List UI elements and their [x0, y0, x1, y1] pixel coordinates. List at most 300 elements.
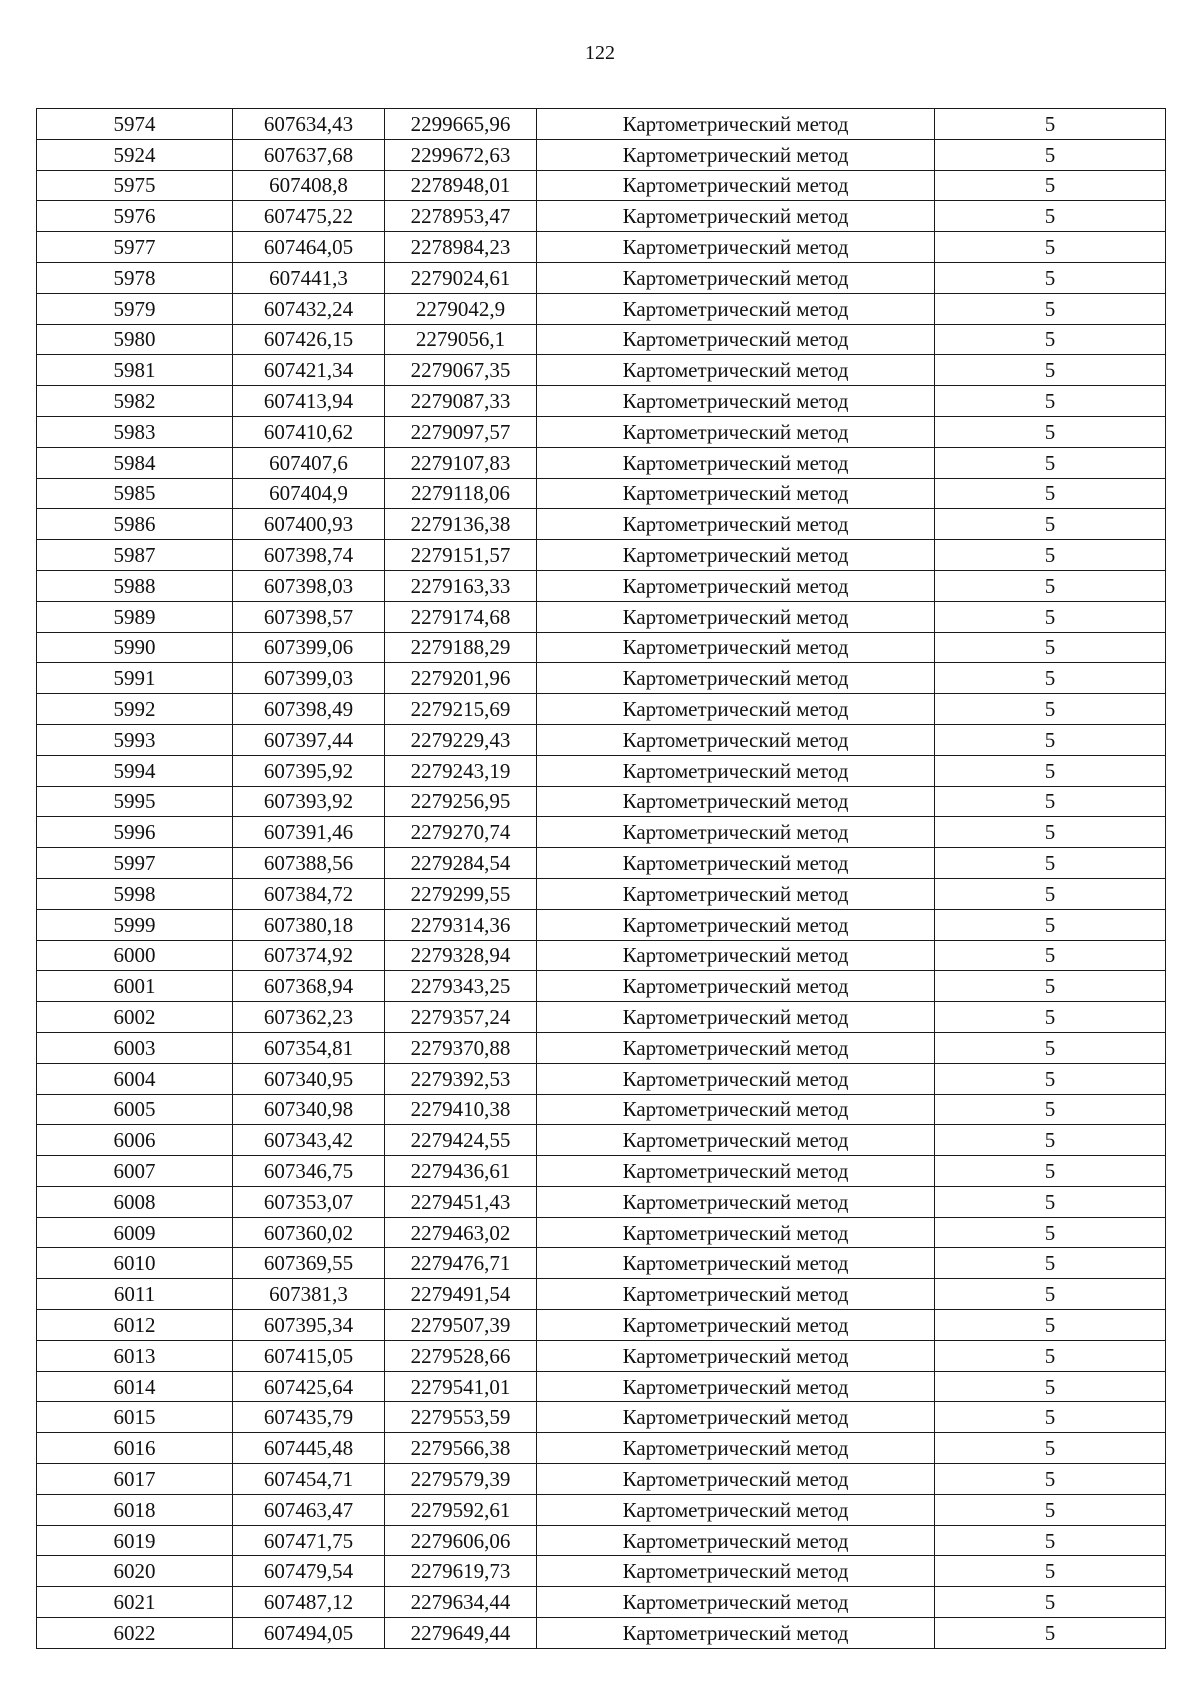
accuracy-cell: 5 [935, 1525, 1166, 1556]
accuracy-cell: 5 [935, 1125, 1166, 1156]
table-row [37, 878, 1166, 909]
point-number-cell: 6000 [37, 940, 233, 971]
accuracy-cell: 5 [935, 324, 1166, 355]
accuracy-cell: 5 [935, 1002, 1166, 1033]
accuracy-cell: 5 [935, 755, 1166, 786]
point-number-cell: 6008 [37, 1186, 233, 1217]
x-coordinate-cell: 607398,57 [233, 601, 385, 632]
method-cell: Картометрический метод [537, 694, 935, 725]
x-coordinate-cell: 607404,9 [233, 478, 385, 509]
method-cell: Картометрический метод [537, 201, 935, 232]
accuracy-cell: 5 [935, 1032, 1166, 1063]
x-coordinate-cell: 607360,02 [233, 1217, 385, 1248]
y-coordinate-cell: 2279042,9 [385, 293, 537, 324]
method-cell: Картометрический метод [537, 786, 935, 817]
point-number-cell: 6011 [37, 1279, 233, 1310]
y-coordinate-cell: 2279201,96 [385, 663, 537, 694]
accuracy-cell: 5 [935, 355, 1166, 386]
point-number-cell: 5980 [37, 324, 233, 355]
point-number-cell: 5987 [37, 540, 233, 571]
point-number-cell: 6012 [37, 1310, 233, 1341]
point-number-cell: 5999 [37, 909, 233, 940]
x-coordinate-cell: 607637,68 [233, 139, 385, 170]
accuracy-cell: 5 [935, 262, 1166, 293]
method-cell: Картометрический метод [537, 1464, 935, 1495]
x-coordinate-cell: 607393,92 [233, 786, 385, 817]
method-cell: Картометрический метод [537, 632, 935, 663]
point-number-cell: 6021 [37, 1587, 233, 1618]
method-cell: Картометрический метод [537, 1156, 935, 1187]
method-cell: Картометрический метод [537, 1217, 935, 1248]
y-coordinate-cell: 2279392,53 [385, 1063, 537, 1094]
method-cell: Картометрический метод [537, 1248, 935, 1279]
table-row [37, 232, 1166, 263]
point-number-cell: 6006 [37, 1125, 233, 1156]
table-row [37, 1587, 1166, 1618]
accuracy-cell: 5 [935, 1310, 1166, 1341]
point-number-cell: 5998 [37, 878, 233, 909]
coordinates-table [36, 108, 1166, 1649]
accuracy-cell: 5 [935, 1094, 1166, 1125]
table-row [37, 478, 1166, 509]
y-coordinate-cell: 2278984,23 [385, 232, 537, 263]
point-number-cell: 5983 [37, 416, 233, 447]
point-number-cell: 5979 [37, 293, 233, 324]
y-coordinate-cell: 2279579,39 [385, 1464, 537, 1495]
point-number-cell: 5976 [37, 201, 233, 232]
method-cell: Картометрический метод [537, 170, 935, 201]
method-cell: Картометрический метод [537, 1186, 935, 1217]
table-row [37, 170, 1166, 201]
table-row [37, 1340, 1166, 1371]
method-cell: Картометрический метод [537, 509, 935, 540]
point-number-cell: 6010 [37, 1248, 233, 1279]
x-coordinate-cell: 607343,42 [233, 1125, 385, 1156]
page-number: 122 [585, 42, 615, 64]
coordinates-table-body [37, 109, 1166, 1649]
x-coordinate-cell: 607384,72 [233, 878, 385, 909]
y-coordinate-cell: 2279256,95 [385, 786, 537, 817]
table-row [37, 940, 1166, 971]
accuracy-cell: 5 [935, 1186, 1166, 1217]
point-number-cell: 6004 [37, 1063, 233, 1094]
point-number-cell: 6003 [37, 1032, 233, 1063]
table-row [37, 570, 1166, 601]
table-row [37, 1279, 1166, 1310]
method-cell: Картометрический метод [537, 447, 935, 478]
accuracy-cell: 5 [935, 1618, 1166, 1649]
table-row [37, 1525, 1166, 1556]
method-cell: Картометрический метод [537, 663, 935, 694]
x-coordinate-cell: 607340,95 [233, 1063, 385, 1094]
y-coordinate-cell: 2279370,88 [385, 1032, 537, 1063]
y-coordinate-cell: 2279424,55 [385, 1125, 537, 1156]
table-row [37, 447, 1166, 478]
point-number-cell: 6005 [37, 1094, 233, 1125]
x-coordinate-cell: 607381,3 [233, 1279, 385, 1310]
x-coordinate-cell: 607397,44 [233, 724, 385, 755]
point-number-cell: 5997 [37, 848, 233, 879]
accuracy-cell: 5 [935, 170, 1166, 201]
y-coordinate-cell: 2299665,96 [385, 109, 537, 140]
table-row [37, 1433, 1166, 1464]
y-coordinate-cell: 2279343,25 [385, 971, 537, 1002]
table-row [37, 201, 1166, 232]
y-coordinate-cell: 2279451,43 [385, 1186, 537, 1217]
accuracy-cell: 5 [935, 509, 1166, 540]
method-cell: Картометрический метод [537, 601, 935, 632]
accuracy-cell: 5 [935, 201, 1166, 232]
accuracy-cell: 5 [935, 232, 1166, 263]
method-cell: Картометрический метод [537, 109, 935, 140]
point-number-cell: 6009 [37, 1217, 233, 1248]
x-coordinate-cell: 607426,15 [233, 324, 385, 355]
y-coordinate-cell: 2279541,01 [385, 1371, 537, 1402]
x-coordinate-cell: 607388,56 [233, 848, 385, 879]
accuracy-cell: 5 [935, 293, 1166, 324]
x-coordinate-cell: 607407,6 [233, 447, 385, 478]
accuracy-cell: 5 [935, 1217, 1166, 1248]
x-coordinate-cell: 607398,74 [233, 540, 385, 571]
accuracy-cell: 5 [935, 971, 1166, 1002]
table-row [37, 848, 1166, 879]
accuracy-cell: 5 [935, 386, 1166, 417]
method-cell: Картометрический метод [537, 1279, 935, 1310]
y-coordinate-cell: 2279491,54 [385, 1279, 537, 1310]
method-cell: Картометрический метод [537, 1494, 935, 1525]
method-cell: Картометрический метод [537, 540, 935, 571]
x-coordinate-cell: 607432,24 [233, 293, 385, 324]
accuracy-cell: 5 [935, 1556, 1166, 1587]
x-coordinate-cell: 607380,18 [233, 909, 385, 940]
x-coordinate-cell: 607445,48 [233, 1433, 385, 1464]
y-coordinate-cell: 2279229,43 [385, 724, 537, 755]
method-cell: Картометрический метод [537, 940, 935, 971]
point-number-cell: 5989 [37, 601, 233, 632]
method-cell: Картометрический метод [537, 1618, 935, 1649]
x-coordinate-cell: 607395,92 [233, 755, 385, 786]
y-coordinate-cell: 2279463,02 [385, 1217, 537, 1248]
x-coordinate-cell: 607353,07 [233, 1186, 385, 1217]
method-cell: Картометрический метод [537, 817, 935, 848]
x-coordinate-cell: 607471,75 [233, 1525, 385, 1556]
x-coordinate-cell: 607362,23 [233, 1002, 385, 1033]
x-coordinate-cell: 607400,93 [233, 509, 385, 540]
point-number-cell: 5995 [37, 786, 233, 817]
point-number-cell: 5994 [37, 755, 233, 786]
point-number-cell: 6002 [37, 1002, 233, 1033]
x-coordinate-cell: 607475,22 [233, 201, 385, 232]
table-row [37, 632, 1166, 663]
table-row [37, 1002, 1166, 1033]
accuracy-cell: 5 [935, 817, 1166, 848]
point-number-cell: 5982 [37, 386, 233, 417]
point-number-cell: 5992 [37, 694, 233, 725]
method-cell: Картометрический метод [537, 478, 935, 509]
accuracy-cell: 5 [935, 1587, 1166, 1618]
accuracy-cell: 5 [935, 848, 1166, 879]
accuracy-cell: 5 [935, 139, 1166, 170]
y-coordinate-cell: 2278953,47 [385, 201, 537, 232]
accuracy-cell: 5 [935, 1340, 1166, 1371]
accuracy-cell: 5 [935, 1279, 1166, 1310]
x-coordinate-cell: 607479,54 [233, 1556, 385, 1587]
method-cell: Картометрический метод [537, 293, 935, 324]
method-cell: Картометрический метод [537, 755, 935, 786]
table-row [37, 293, 1166, 324]
point-number-cell: 5977 [37, 232, 233, 263]
y-coordinate-cell: 2279528,66 [385, 1340, 537, 1371]
table-row [37, 1125, 1166, 1156]
x-coordinate-cell: 607410,62 [233, 416, 385, 447]
method-cell: Картометрический метод [537, 355, 935, 386]
point-number-cell: 5974 [37, 109, 233, 140]
table-row [37, 601, 1166, 632]
point-number-cell: 6020 [37, 1556, 233, 1587]
y-coordinate-cell: 2279619,73 [385, 1556, 537, 1587]
y-coordinate-cell: 2279107,83 [385, 447, 537, 478]
x-coordinate-cell: 607354,81 [233, 1032, 385, 1063]
y-coordinate-cell: 2279634,44 [385, 1587, 537, 1618]
table-row [37, 1248, 1166, 1279]
accuracy-cell: 5 [935, 878, 1166, 909]
method-cell: Картометрический метод [537, 1371, 935, 1402]
x-coordinate-cell: 607487,12 [233, 1587, 385, 1618]
x-coordinate-cell: 607369,55 [233, 1248, 385, 1279]
y-coordinate-cell: 2279649,44 [385, 1618, 537, 1649]
y-coordinate-cell: 2279087,33 [385, 386, 537, 417]
method-cell: Картометрический метод [537, 971, 935, 1002]
method-cell: Картометрический метод [537, 416, 935, 447]
x-coordinate-cell: 607391,46 [233, 817, 385, 848]
point-number-cell: 6018 [37, 1494, 233, 1525]
method-cell: Картометрический метод [537, 1002, 935, 1033]
x-coordinate-cell: 607441,3 [233, 262, 385, 293]
method-cell: Картометрический метод [537, 1340, 935, 1371]
method-cell: Картометрический метод [537, 139, 935, 170]
x-coordinate-cell: 607395,34 [233, 1310, 385, 1341]
y-coordinate-cell: 2279328,94 [385, 940, 537, 971]
table-row [37, 1186, 1166, 1217]
point-number-cell: 5988 [37, 570, 233, 601]
accuracy-cell: 5 [935, 447, 1166, 478]
table-row [37, 909, 1166, 940]
x-coordinate-cell: 607463,47 [233, 1494, 385, 1525]
y-coordinate-cell: 2279174,68 [385, 601, 537, 632]
accuracy-cell: 5 [935, 416, 1166, 447]
y-coordinate-cell: 2279270,74 [385, 817, 537, 848]
table-row [37, 1402, 1166, 1433]
method-cell: Картометрический метод [537, 878, 935, 909]
method-cell: Картометрический метод [537, 570, 935, 601]
point-number-cell: 5981 [37, 355, 233, 386]
table-row [37, 817, 1166, 848]
x-coordinate-cell: 607425,64 [233, 1371, 385, 1402]
point-number-cell: 6001 [37, 971, 233, 1002]
method-cell: Картометрический метод [537, 1556, 935, 1587]
y-coordinate-cell: 2279188,29 [385, 632, 537, 663]
method-cell: Картометрический метод [537, 1525, 935, 1556]
y-coordinate-cell: 2279553,59 [385, 1402, 537, 1433]
method-cell: Картометрический метод [537, 909, 935, 940]
table-row [37, 355, 1166, 386]
table-row [37, 1063, 1166, 1094]
method-cell: Картометрический метод [537, 262, 935, 293]
table-row [37, 1310, 1166, 1341]
x-coordinate-cell: 607398,03 [233, 570, 385, 601]
x-coordinate-cell: 607398,49 [233, 694, 385, 725]
x-coordinate-cell: 607368,94 [233, 971, 385, 1002]
point-number-cell: 5985 [37, 478, 233, 509]
accuracy-cell: 5 [935, 1156, 1166, 1187]
x-coordinate-cell: 607399,06 [233, 632, 385, 663]
table-row [37, 1618, 1166, 1649]
table-row [37, 262, 1166, 293]
point-number-cell: 6017 [37, 1464, 233, 1495]
y-coordinate-cell: 2299672,63 [385, 139, 537, 170]
x-coordinate-cell: 607435,79 [233, 1402, 385, 1433]
x-coordinate-cell: 607494,05 [233, 1618, 385, 1649]
x-coordinate-cell: 607464,05 [233, 232, 385, 263]
method-cell: Картометрический метод [537, 848, 935, 879]
accuracy-cell: 5 [935, 1464, 1166, 1495]
y-coordinate-cell: 2279606,06 [385, 1525, 537, 1556]
y-coordinate-cell: 2278948,01 [385, 170, 537, 201]
x-coordinate-cell: 607421,34 [233, 355, 385, 386]
method-cell: Картометрический метод [537, 1125, 935, 1156]
method-cell: Картометрический метод [537, 1587, 935, 1618]
point-number-cell: 5991 [37, 663, 233, 694]
method-cell: Картометрический метод [537, 724, 935, 755]
x-coordinate-cell: 607346,75 [233, 1156, 385, 1187]
method-cell: Картометрический метод [537, 1310, 935, 1341]
x-coordinate-cell: 607374,92 [233, 940, 385, 971]
method-cell: Картометрический метод [537, 1032, 935, 1063]
table-row [37, 109, 1166, 140]
method-cell: Картометрический метод [537, 1094, 935, 1125]
y-coordinate-cell: 2279566,38 [385, 1433, 537, 1464]
method-cell: Картометрический метод [537, 324, 935, 355]
accuracy-cell: 5 [935, 1371, 1166, 1402]
x-coordinate-cell: 607415,05 [233, 1340, 385, 1371]
accuracy-cell: 5 [935, 1063, 1166, 1094]
table-row [37, 386, 1166, 417]
table-row [37, 540, 1166, 571]
y-coordinate-cell: 2279410,38 [385, 1094, 537, 1125]
y-coordinate-cell: 2279436,61 [385, 1156, 537, 1187]
accuracy-cell: 5 [935, 1402, 1166, 1433]
table-row [37, 786, 1166, 817]
point-number-cell: 5986 [37, 509, 233, 540]
method-cell: Картометрический метод [537, 1402, 935, 1433]
point-number-cell: 5975 [37, 170, 233, 201]
table-row [37, 416, 1166, 447]
point-number-cell: 6014 [37, 1371, 233, 1402]
point-number-cell: 6016 [37, 1433, 233, 1464]
y-coordinate-cell: 2279284,54 [385, 848, 537, 879]
table-row [37, 724, 1166, 755]
accuracy-cell: 5 [935, 540, 1166, 571]
y-coordinate-cell: 2279357,24 [385, 1002, 537, 1033]
table-row [37, 971, 1166, 1002]
point-number-cell: 6013 [37, 1340, 233, 1371]
y-coordinate-cell: 2279056,1 [385, 324, 537, 355]
table-row [37, 509, 1166, 540]
accuracy-cell: 5 [935, 1248, 1166, 1279]
table-row [37, 755, 1166, 786]
y-coordinate-cell: 2279299,55 [385, 878, 537, 909]
table-row [37, 663, 1166, 694]
y-coordinate-cell: 2279067,35 [385, 355, 537, 386]
method-cell: Картометрический метод [537, 1063, 935, 1094]
point-number-cell: 5990 [37, 632, 233, 663]
point-number-cell: 6022 [37, 1618, 233, 1649]
y-coordinate-cell: 2279476,71 [385, 1248, 537, 1279]
point-number-cell: 6019 [37, 1525, 233, 1556]
table-row [37, 139, 1166, 170]
point-number-cell: 5978 [37, 262, 233, 293]
point-number-cell: 5993 [37, 724, 233, 755]
method-cell: Картометрический метод [537, 386, 935, 417]
y-coordinate-cell: 2279097,57 [385, 416, 537, 447]
point-number-cell: 5984 [37, 447, 233, 478]
accuracy-cell: 5 [935, 909, 1166, 940]
table-row [37, 324, 1166, 355]
table-row [37, 1494, 1166, 1525]
table-row [37, 694, 1166, 725]
accuracy-cell: 5 [935, 632, 1166, 663]
y-coordinate-cell: 2279215,69 [385, 694, 537, 725]
method-cell: Картометрический метод [537, 1433, 935, 1464]
accuracy-cell: 5 [935, 601, 1166, 632]
point-number-cell: 6007 [37, 1156, 233, 1187]
point-number-cell: 5924 [37, 139, 233, 170]
accuracy-cell: 5 [935, 1494, 1166, 1525]
y-coordinate-cell: 2279243,19 [385, 755, 537, 786]
point-number-cell: 6015 [37, 1402, 233, 1433]
y-coordinate-cell: 2279024,61 [385, 262, 537, 293]
accuracy-cell: 5 [935, 109, 1166, 140]
table-row [37, 1156, 1166, 1187]
x-coordinate-cell: 607399,03 [233, 663, 385, 694]
table-row [37, 1556, 1166, 1587]
x-coordinate-cell: 607408,8 [233, 170, 385, 201]
method-cell: Картометрический метод [537, 232, 935, 263]
x-coordinate-cell: 607340,98 [233, 1094, 385, 1125]
y-coordinate-cell: 2279314,36 [385, 909, 537, 940]
accuracy-cell: 5 [935, 663, 1166, 694]
accuracy-cell: 5 [935, 478, 1166, 509]
table-row [37, 1464, 1166, 1495]
table-row [37, 1217, 1166, 1248]
y-coordinate-cell: 2279507,39 [385, 1310, 537, 1341]
x-coordinate-cell: 607634,43 [233, 109, 385, 140]
accuracy-cell: 5 [935, 786, 1166, 817]
y-coordinate-cell: 2279118,06 [385, 478, 537, 509]
accuracy-cell: 5 [935, 694, 1166, 725]
table-row [37, 1371, 1166, 1402]
x-coordinate-cell: 607413,94 [233, 386, 385, 417]
accuracy-cell: 5 [935, 570, 1166, 601]
point-number-cell: 5996 [37, 817, 233, 848]
table-row [37, 1032, 1166, 1063]
y-coordinate-cell: 2279151,57 [385, 540, 537, 571]
y-coordinate-cell: 2279163,33 [385, 570, 537, 601]
accuracy-cell: 5 [935, 1433, 1166, 1464]
y-coordinate-cell: 2279592,61 [385, 1494, 537, 1525]
accuracy-cell: 5 [935, 940, 1166, 971]
accuracy-cell: 5 [935, 724, 1166, 755]
